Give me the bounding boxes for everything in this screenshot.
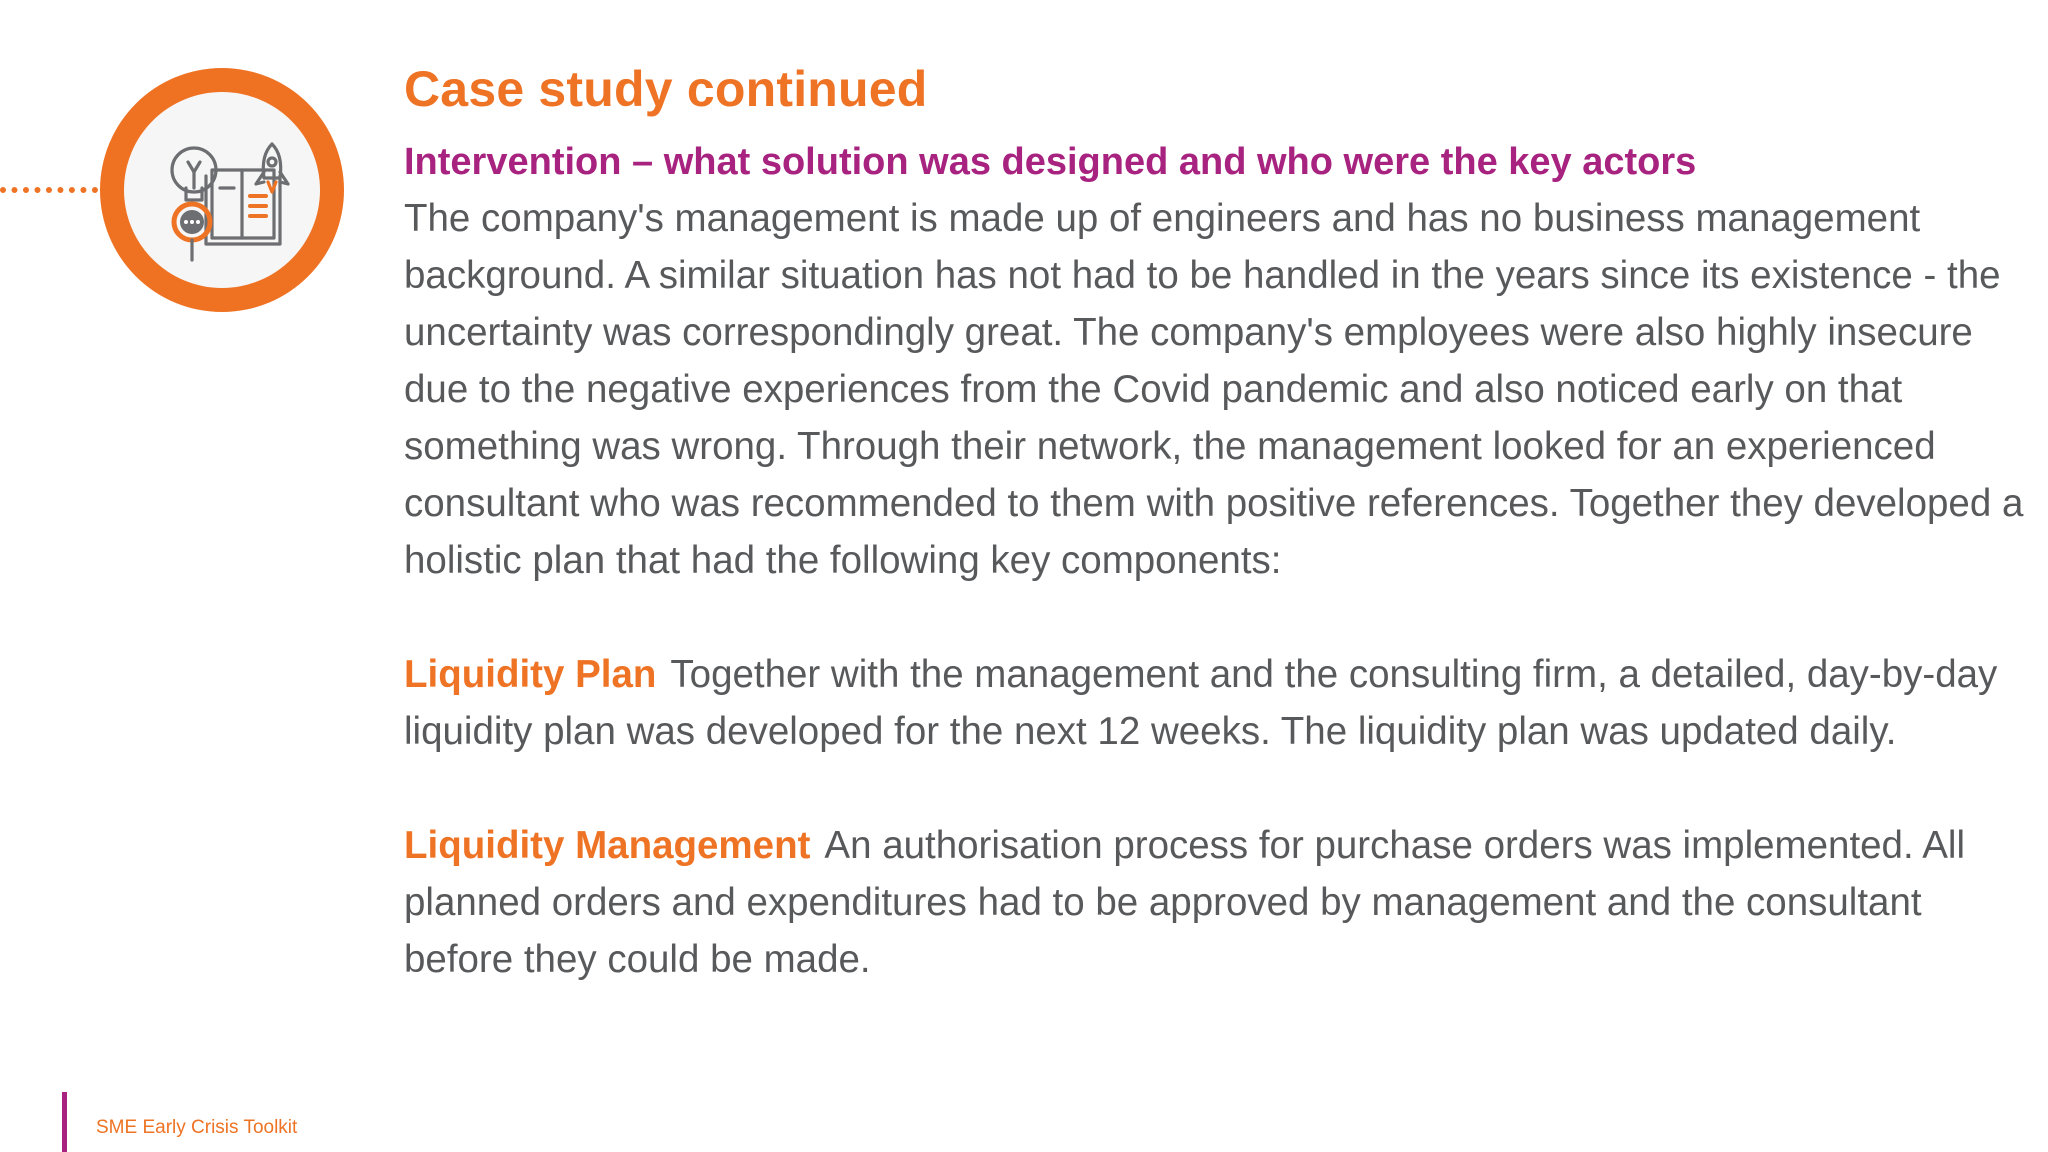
- liquidity-management-paragraph: [404, 817, 2024, 988]
- section-icon-badge: [100, 68, 344, 312]
- idea-book-rocket-icon: [124, 92, 320, 288]
- dotted-connector-line: [0, 187, 98, 193]
- footer-label: SME Early Crisis Toolkit: [96, 1117, 298, 1138]
- liquidity-management-heading: Liquidity Management: [404, 824, 811, 867]
- intro-paragraph: The company's management is made up of engineers and has no business management background. A similar situation has not had to be handled in the years since its existence - the uncertainty was correspondingly great. The company's employees were also highly insecure due to the negative experiences from the Covid pandemic and also noticed early on that something was wrong. Through their network, the management looked for an experienced consultant who was recommended to them with positive references. Together they developed a holistic plan that had the following key components:: [404, 197, 2024, 582]
- page-title: Case study continued: [404, 61, 928, 117]
- footer-accent-bar: [62, 1092, 67, 1152]
- liquidity-plan-text: Together with the management and the consulting firm, a detailed, day-by-day liquidity plan was developed for the next 12 weeks. The liquidity plan was updated daily.: [404, 653, 1998, 753]
- liquidity-management-text: An authorisation process for purchase orders was implemented. All planned orders and expenditures had to be approved by management and the consultant before they could be made.: [404, 824, 1966, 981]
- liquidity-plan-heading: Liquidity Plan: [404, 653, 657, 696]
- main-content: [404, 52, 2024, 988]
- section-subtitle: Intervention – what solution was designed and who were the key actors: [404, 141, 1697, 183]
- liquidity-plan-paragraph: [404, 646, 2024, 760]
